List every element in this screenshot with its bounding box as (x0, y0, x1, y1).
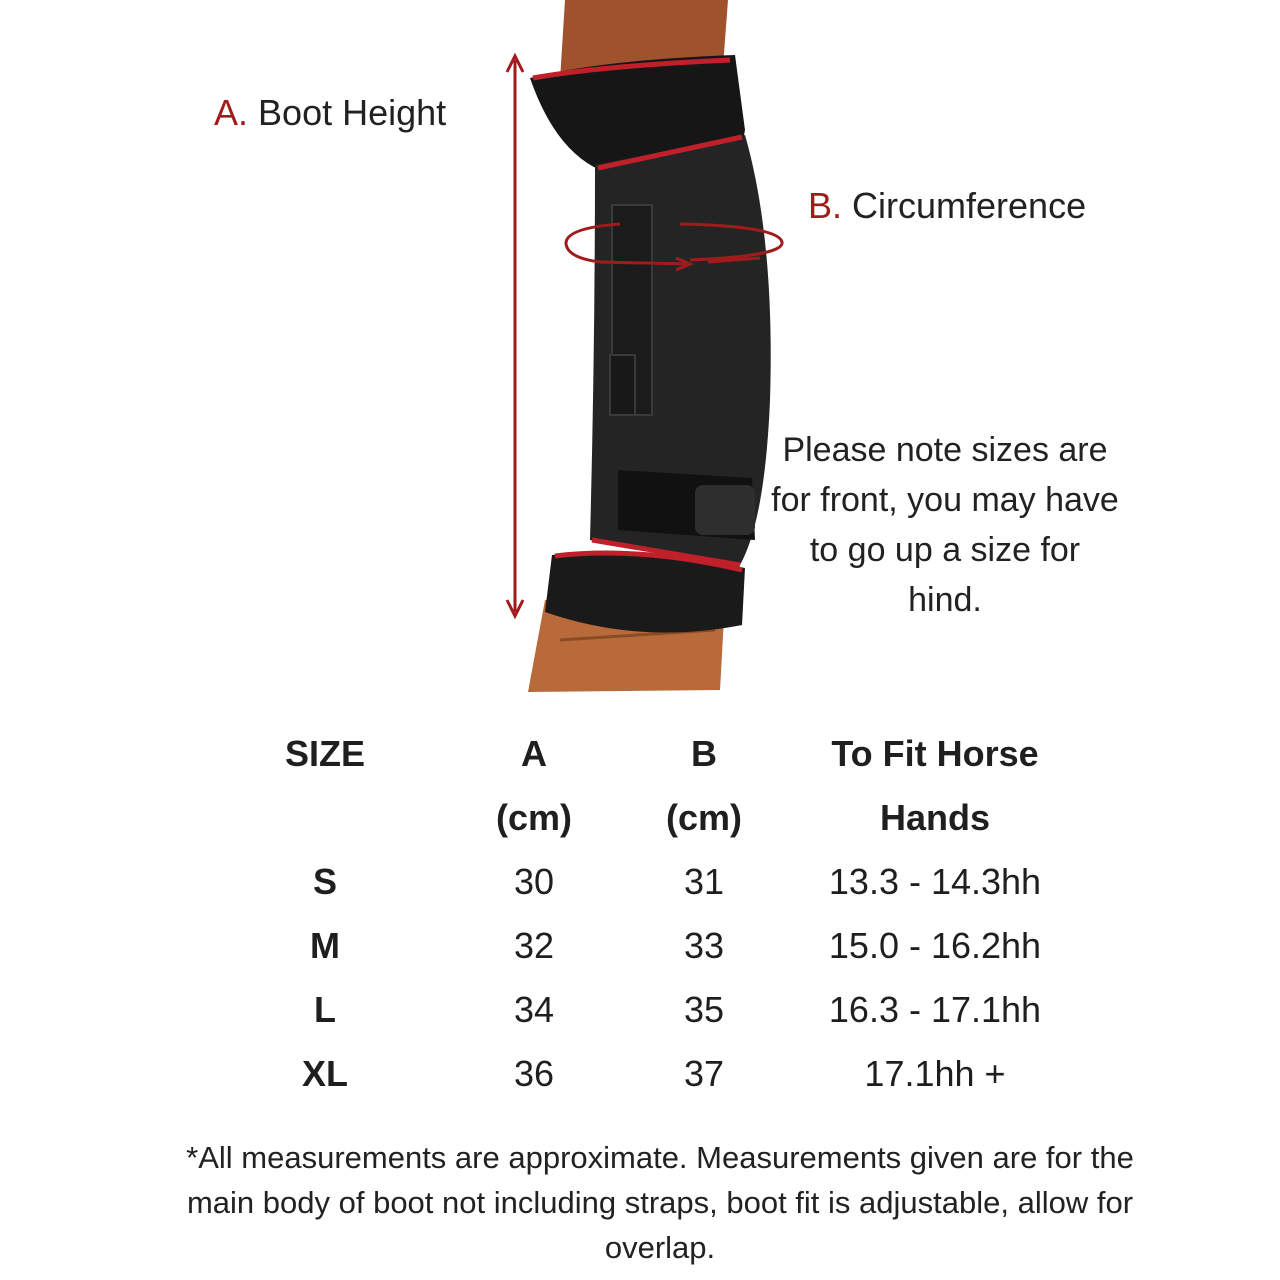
fit-cell: 17.1hh + (864, 1053, 1006, 1094)
a-cell: 30 (513, 861, 555, 902)
size-cell: S (312, 861, 337, 902)
height-arrow (507, 56, 523, 616)
subheader-fit-unit: Hands (879, 797, 991, 838)
b-cell: 31 (683, 861, 725, 902)
circumference-label (808, 185, 1086, 227)
a-cell: 36 (513, 1053, 555, 1094)
table-row (240, 914, 1120, 978)
subheader-a-unit: (cm) (495, 797, 572, 838)
header-size: SIZE (284, 733, 365, 774)
table-row (240, 1042, 1120, 1106)
table-subheader-row (240, 786, 1120, 850)
table-header-row (240, 722, 1120, 786)
subheader-b-unit: (cm) (665, 797, 742, 838)
table-row (240, 850, 1120, 914)
size-cell: M (310, 925, 340, 966)
subheader-size (240, 786, 410, 850)
b-cell: 37 (683, 1053, 725, 1094)
size-table (240, 722, 1120, 1106)
boot-height-label (214, 92, 446, 134)
a-cell: 32 (513, 925, 555, 966)
fit-cell: 16.3 - 17.1hh (828, 989, 1042, 1030)
height-letter: A. (214, 92, 249, 133)
b-cell: 35 (683, 989, 725, 1030)
table-row (240, 978, 1120, 1042)
a-cell: 34 (513, 989, 555, 1030)
size-cell: L (314, 989, 336, 1030)
circ-text: Circumference (852, 185, 1087, 226)
header-a: A (521, 733, 547, 774)
height-text: Boot Height (258, 92, 447, 133)
header-fit: To Fit Horse (831, 733, 1039, 774)
fit-cell: 13.3 - 14.3hh (828, 861, 1042, 902)
size-cell: XL (301, 1053, 348, 1094)
b-cell: 33 (683, 925, 725, 966)
measurement-footnote: *All measurements are approximate. Measurements given are for the main body of boot not including straps, boot fit is adjustable, allow for overlap. (186, 1140, 1134, 1265)
header-b: B (691, 733, 717, 774)
sizing-note: Please note sizes are for front, you may have to go up a size for hind. (771, 431, 1119, 619)
fit-cell: 15.0 - 16.2hh (828, 925, 1042, 966)
circ-letter: B. (808, 185, 843, 226)
